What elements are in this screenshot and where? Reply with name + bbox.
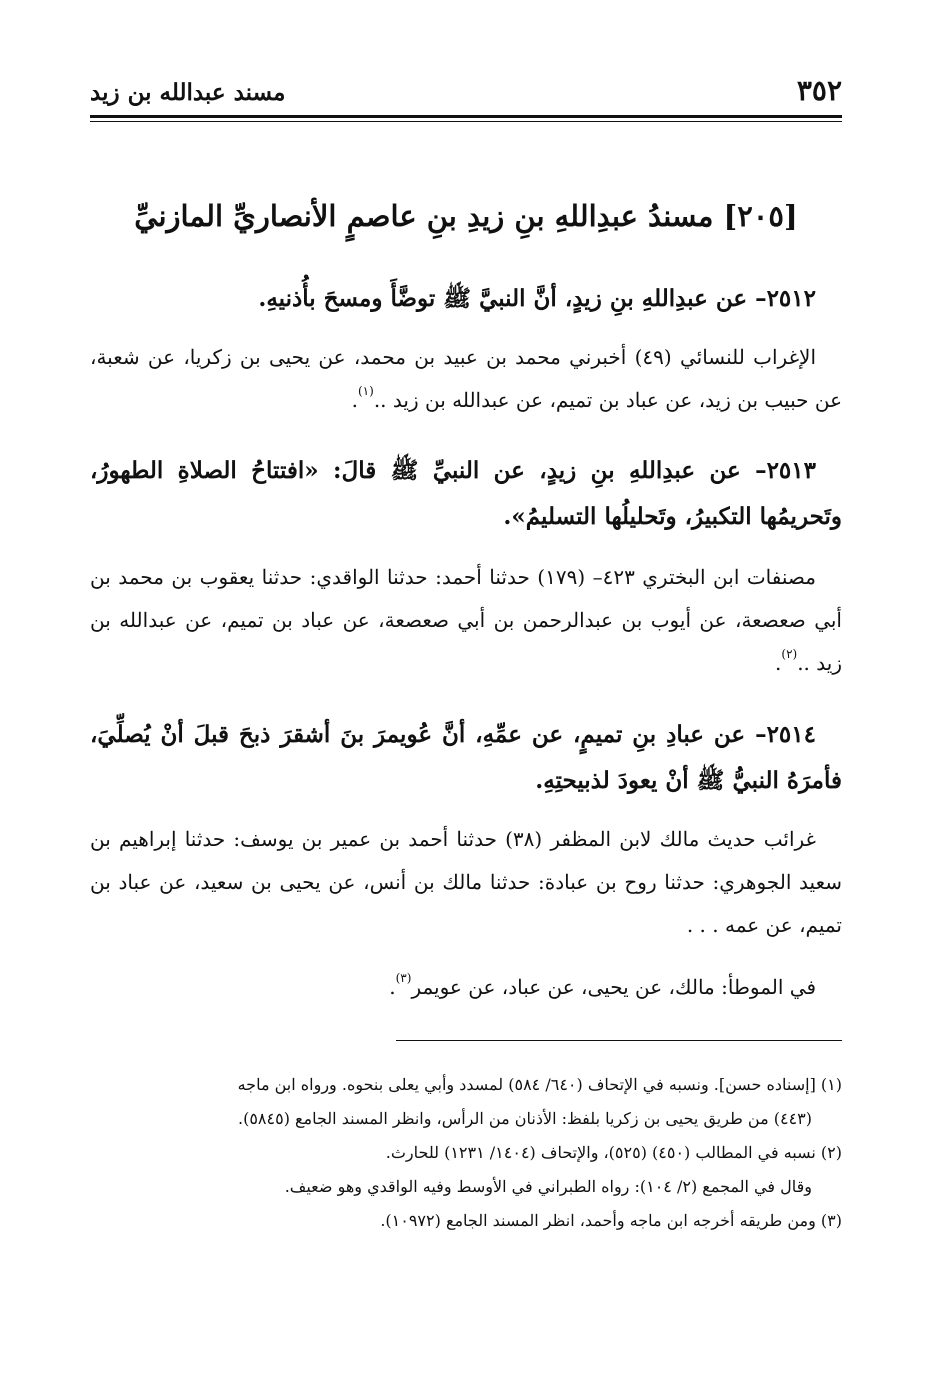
page-number: ٣٥٢ bbox=[796, 74, 842, 107]
footnotes bbox=[90, 1068, 842, 1238]
source-text: الإغراب للنسائي (٤٩) أخبرني محمد بن عبيد بن محمد، عن يحيى بن زكريا، عن شعبة، عن حبيب بن زيد، عن عباد بن تميم، عن عبدالله بن زيد ..$^{(١)}$. bbox=[90, 345, 842, 412]
header-rule-thin bbox=[90, 121, 842, 122]
source-note: في الموطأ: مالك، عن يحيى، عن عباد، عن عويمر$^{(٣)}$. bbox=[389, 971, 816, 999]
footnote-line: (١) [إسناده حسن]. ونسبه في الإتحاف (٦٤٠/ ٥٨٤) لمسدد وأبي يعلى بنحوه. ورواه ابن ماجه bbox=[237, 1075, 842, 1094]
footnote-mark: (٣) bbox=[395, 971, 412, 985]
footnote-mark: (٢) bbox=[781, 647, 798, 661]
book-page bbox=[90, 66, 842, 1356]
footnote-line: (٣) ومن طريقه أخرجه ابن ماجه وأحمد، انظر المسند الجامع (١٠٩٧٢). bbox=[380, 1211, 842, 1230]
source-citation: الإغراب للنسائي (٤٩) أخبرني محمد بن عبيد بن محمد، عن يحيى بن زكريا، عن شعبة، عن حبيب بن زيد، عن عباد بن تميم، عن عبدالله بن زيد .. bbox=[90, 345, 842, 412]
footnote-mark: (١) bbox=[357, 384, 374, 398]
hadith-text: ٢٥١٤– عن عبادِ بنِ تميمٍ، عن عمِّهِ، أنَّ عُويمرَ بنَ أشقرَ ذبحَ قبلَ أنْ يُصلِّيَ، فأمرَهُ النبيُّ ﷺ أنْ يعودَ لذبيحتِهِ. bbox=[90, 721, 842, 794]
source-text: مصنفات ابن البختري ٤٢٣– (١٧٩) حدثنا أحمد: حدثنا الواقدي: حدثنا يعقوب بن محمد بن أبي صعصعة، عن أيوب بن عبدالرحمن بن أبي صعصعة، عن عباد بن تميم، عن عبدالله بن زيد ..$^{(٢)}$. bbox=[90, 565, 842, 675]
header-rule-thick bbox=[90, 115, 842, 118]
footnote-line: وقال في المجمع (٢/ ١٠٤): رواه الطبراني في الأوسط وفيه الواقدي وهو ضعيف. bbox=[284, 1177, 812, 1196]
footnote-line: (٤٤٣) من طريق يحيى بن زكريا بلفظ: الأذنان من الرأس، وانظر المسند الجامع (٥٨٤٥). bbox=[237, 1109, 812, 1128]
source-text: غرائب حديث مالك لابن المظفر (٣٨) حدثنا أحمد بن عمير بن يوسف: حدثنا إبراهيم بن سعيد الجوهري: حدثنا روح بن عبادة: حدثنا مالك بن أنس، عن يحيى بن سعيد، عن عباد بن تميم، عن عمه . . . bbox=[90, 827, 842, 937]
page-header bbox=[90, 66, 842, 110]
footnote-line: (٢) نسبه في المطالب (٤٥٠) (٥٢٥)، والإتحاف (١٤٠٤/ ١٢٣١) للحارث. bbox=[385, 1143, 842, 1162]
source-note-text: في الموطأ: مالك، عن يحيى، عن عباد، عن عويمر bbox=[411, 975, 816, 999]
hadith-text: ٢٥١٣– عن عبدِاللهِ بنِ زيدٍ، عن النبيِّ ﷺ قالَ: «افتتاحُ الصلاةِ الطهورُ، وتَحريمُها التكبيرُ، وتَحليلُها التسليمُ». bbox=[90, 457, 842, 530]
section-title: [٢٠٥] مسندُ عبدِاللهِ بنِ زيدِ بنِ عاصمٍ الأنصاريِّ المازنيِّ bbox=[134, 199, 798, 233]
hadith-text: ٢٥١٢– عن عبدِاللهِ بنِ زيدٍ، أنَّ النبيَّ ﷺ توضَّأَ ومسحَ بأُذنيهِ. bbox=[258, 285, 816, 312]
footnote-separator bbox=[396, 1040, 842, 1041]
running-title: مسند عبدالله بن زيد bbox=[90, 79, 286, 106]
source-citation: مصنفات ابن البختري ٤٢٣– (١٧٩) حدثنا أحمد: حدثنا الواقدي: حدثنا يعقوب بن محمد بن أبي صعصعة، عن أيوب بن عبدالرحمن بن أبي صعصعة، عن عباد بن تميم، عن عبدالله بن زيد .. bbox=[90, 565, 842, 675]
